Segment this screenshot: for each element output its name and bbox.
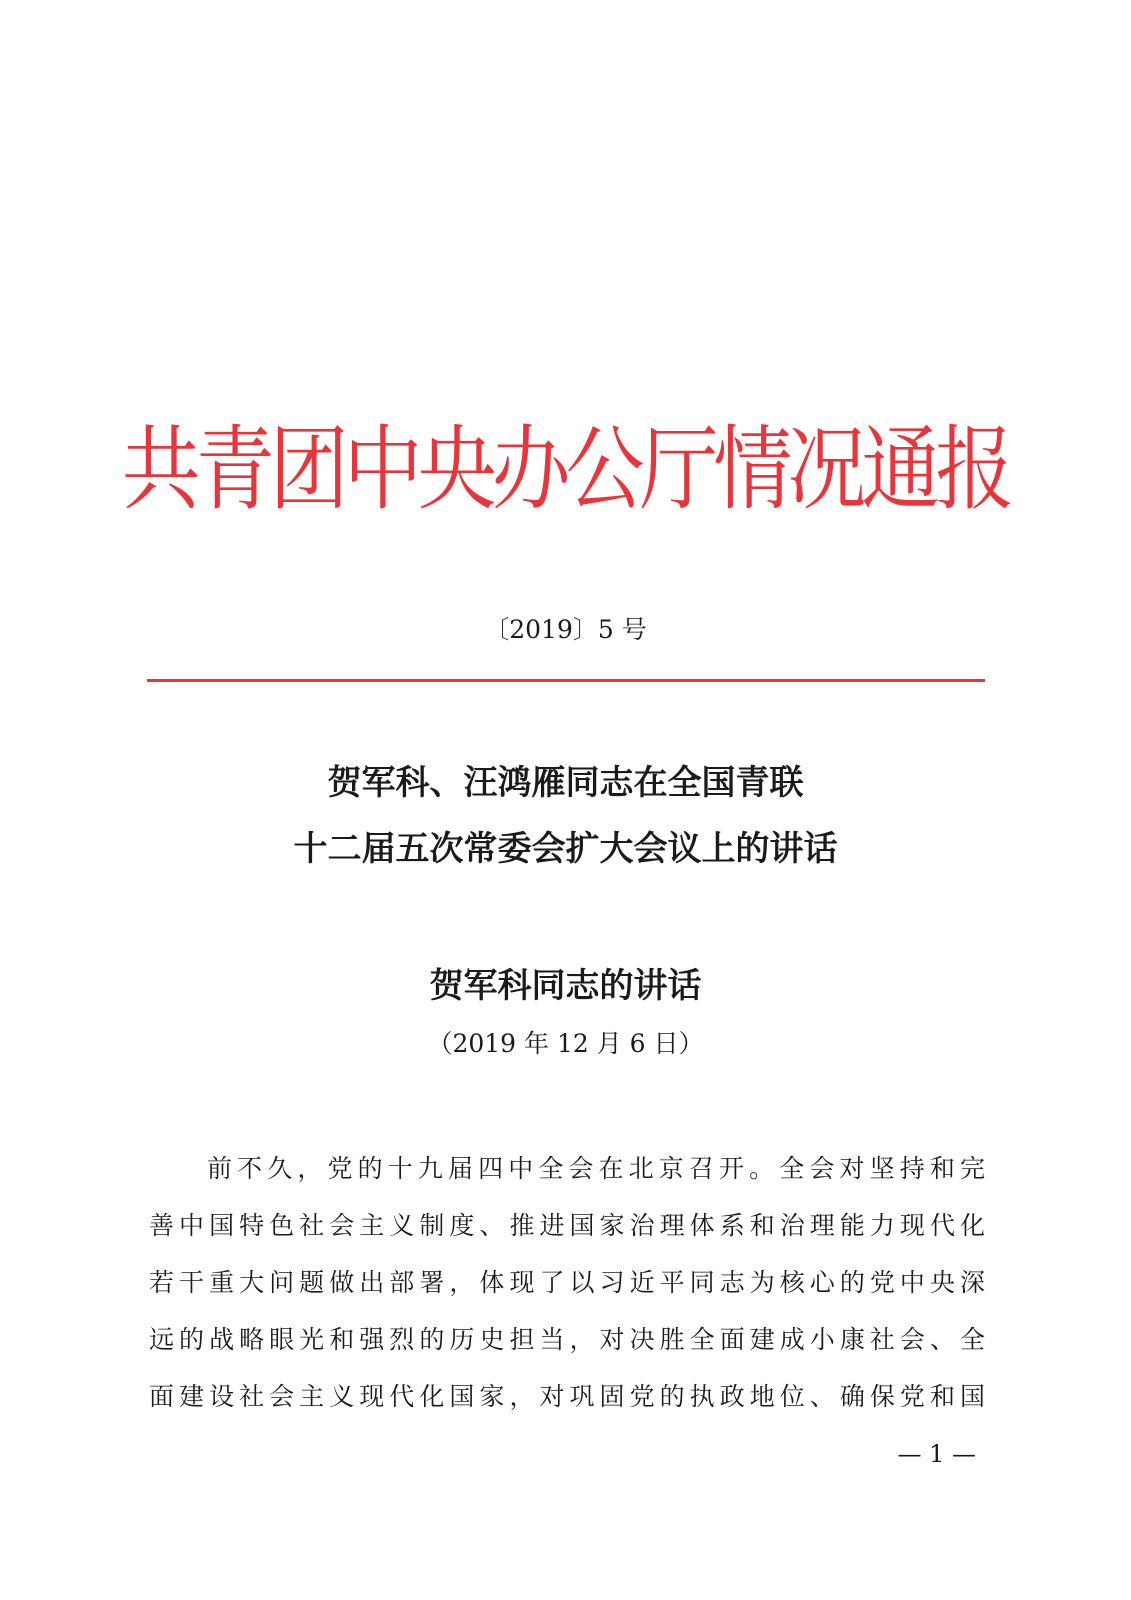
body-line: 善中国特色社会主义制度、推进国家治理体系和治理能力现代化 [149,1211,985,1240]
body-line: 前不久，党的十九届四中全会在北京召开。全会对坚持和完 [207,1154,985,1183]
speech-subtitle: 贺军科同志的讲话 [429,966,702,1006]
body-line: 若干重大问题做出部署，体现了以习近平同志为核心的党中央深 [149,1268,985,1297]
speech-date: （2019 年 12 月 6 日） [427,1029,704,1058]
body-line: 面建设社会主义现代化国家，对巩固党的执政地位、确保党和国 [149,1382,985,1411]
document-title-line-1: 贺军科、汪鸿雁同志在全国青联 [327,763,804,803]
masthead-title: 共青团中央办公厅情况通报 [121,416,1010,523]
red-divider-rule [147,679,985,682]
page-number: — 1 — [897,1440,976,1468]
document-title-line-2: 十二届五次常委会扩大会议上的讲话 [293,829,838,869]
body-line: 远的战略眼光和强烈的历史担当，对决胜全面建成小康社会、全 [149,1325,985,1354]
document-number: 〔2019〕5 号 [484,615,647,644]
